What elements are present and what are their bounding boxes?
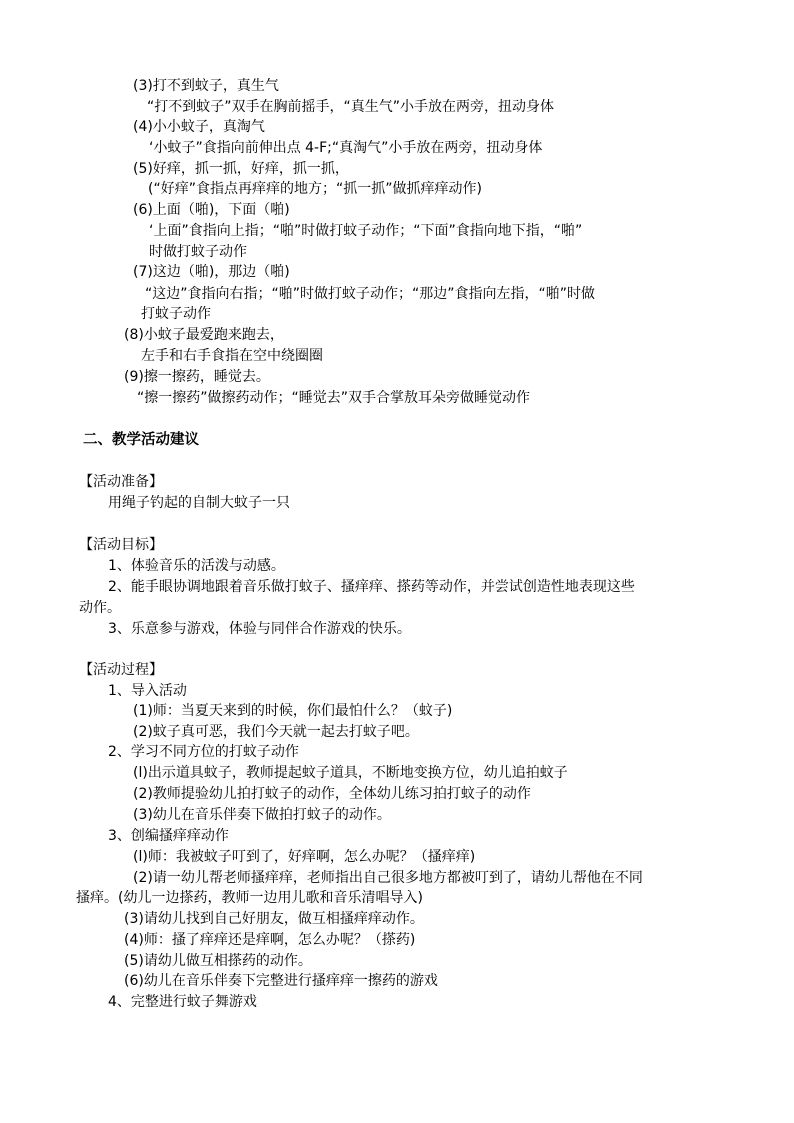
step-6-title: (6)上面（啪)，下面（啪) (133, 202, 290, 218)
process-3-3: (3)请幼儿找到自己好朋友，做互相搔痒痒动作。 (124, 911, 424, 927)
process-3-1: (l)师：我被蚊子叮到了，好痒啊，怎么办呢？（搔痒痒) (133, 849, 476, 865)
goal-2-line1: 2、能手眼协调地跟着音乐做打蚊子、搔痒痒、搽药等动作，并尝试创造性地表现这些 (108, 579, 635, 595)
goal-1: 1、体验音乐的活泼与动感。 (108, 558, 285, 574)
step-3-desc: “打不到蚊子”双手在胸前摇手，“真生气”小手放在两旁，扭动身体 (147, 99, 555, 115)
process-step-3: 3、创编搔痒痒动作 (108, 828, 229, 844)
goal-2-line2: 动作。 (79, 600, 121, 616)
process-step-2: 2、学习不同方位的打蚊子动作 (108, 744, 299, 760)
step-6-desc-line1: ‘上面”食指向上指；“啪”时做打蚊子动作；“下面”食指向地下指，“啪” (149, 223, 583, 239)
prep-text: 用绳子钓起的自制大蚊子一只 (108, 495, 290, 511)
process-1-2: (2)蚊子真可恶，我们今天就一起去打蚊子吧。 (133, 724, 419, 740)
process-3-4: (4)师：搔了痒痒还是痒啊，怎么办呢？（搽药) (124, 932, 416, 948)
process-3-5: (5)请幼儿做互相搽药的动作。 (124, 953, 312, 969)
section-heading: 二、教学活动建议 (83, 432, 199, 448)
step-7-desc-line2: 打蚊子动作 (141, 306, 211, 322)
step-8-desc: 左手和右手食指在空中绕圈圈 (141, 348, 323, 364)
process-3-2-line2: 搔痒。(幼儿一边搽药，教师一边用儿歌和音乐清唱导入) (76, 890, 423, 906)
step-5-desc: (“好痒”食指点再痒痒的地方；“抓一抓”做抓痒痒动作) (148, 181, 482, 197)
goals-label: 【活动目标】 (79, 537, 163, 553)
step-7-title: (7)这边（啪)，那边（啪) (133, 264, 290, 280)
step-8-title: (8)小蚊子最爱跑来跑去， (124, 327, 284, 343)
step-6-desc-line2: 时做打蚊子动作 (149, 244, 247, 260)
process-label: 【活动过程】 (79, 662, 163, 678)
step-9-title: (9)擦一擦药，睡觉去。 (124, 369, 270, 385)
process-step-1: 1、导入活动 (108, 683, 187, 699)
process-1-1: (1)师：当夏天来到的时候，你们最怕什么？（蚊子) (133, 703, 453, 719)
step-4-desc: ‘小蚊子”食指向前伸出点 4-F;“真淘气”小手放在两旁，扭动身体 (149, 140, 543, 156)
process-3-6: (6)幼儿在音乐伴奏下完整进行搔痒痒一擦药的游戏 (124, 973, 438, 989)
step-4-title: (4)小小蚊子，真淘气 (133, 119, 265, 135)
prep-label: 【活动准备】 (79, 474, 163, 490)
process-step-4: 4、完整进行蚊子舞游戏 (108, 994, 257, 1010)
step-5-title: (5)好痒，抓一抓，好痒，抓一抓， (133, 161, 349, 177)
step-3-title: (3)打不到蚊子，真生气 (133, 78, 279, 94)
process-2-1: (l)出示道具蚊子，教师提起蚊子道具，不断地变换方位，幼儿追拍蚊子 (133, 765, 568, 781)
step-7-desc-line1: “这边”食指向右指；“啪”时做打蚊子动作；“那边”食指向左指，“啪”时做 (145, 286, 596, 302)
step-9-desc: “擦一擦药”做擦药动作；“睡觉去”双手合掌敖耳朵旁做睡觉动作 (137, 390, 531, 406)
goal-3: 3、乐意参与游戏，体验与同伴合作游戏的快乐。 (108, 621, 411, 637)
process-2-3: (3)幼儿在音乐伴奏下做拍打蚊子的动作。 (133, 807, 391, 823)
process-2-2: (2)教师提验幼儿拍打蚊子的动作，全体幼儿练习拍打蚊子的动作 (133, 786, 531, 802)
process-3-2-line1: (2)请一幼儿帮老师搔痒痒，老师指出自己很多地方都被叮到了，请幼儿帮他在不同 (133, 870, 643, 886)
